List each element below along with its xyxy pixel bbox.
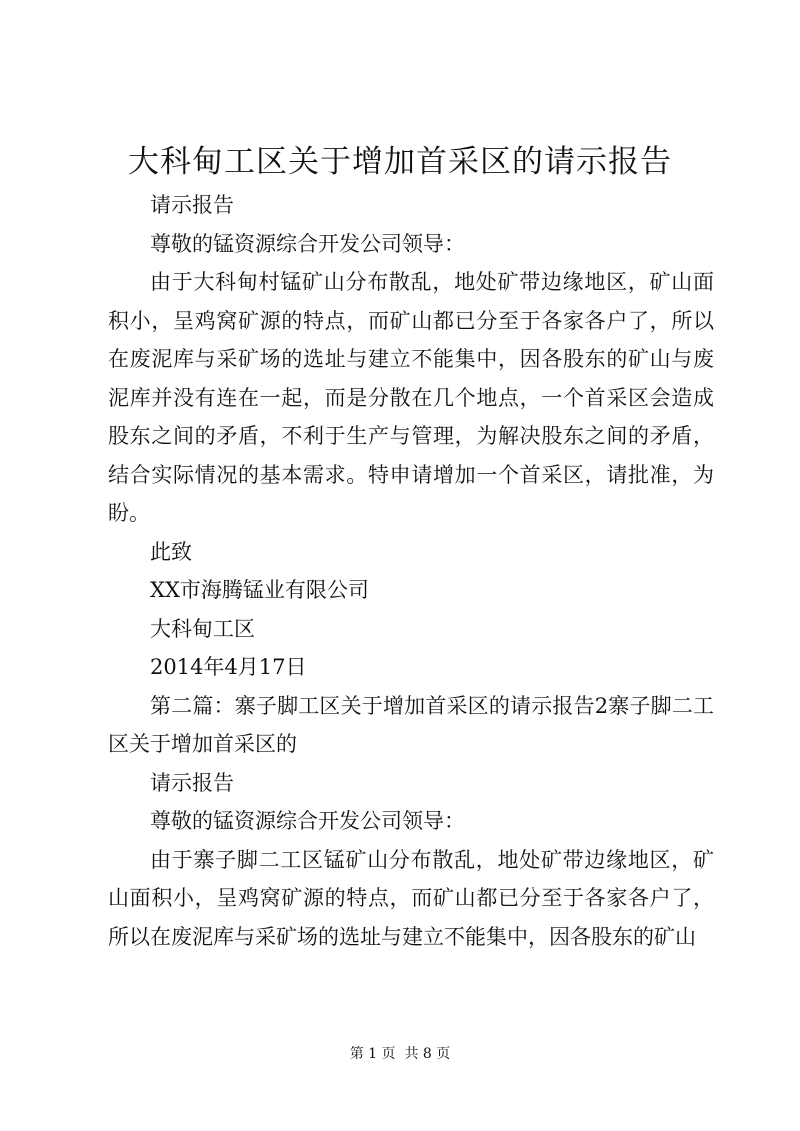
paragraph-salutation: 尊敬的锰资源综合开发公司领导：: [150, 231, 465, 256]
paragraph-main-body-2: 由于寨子脚二工区锰矿山分布散乱，地处矿带边缘地区，矿山面积小，呈鸡窝矿源的特点，而矿山都已分至于各家各户了，所以在废泥库与采矿场的选址与建立不能集中，因各股东的矿山: [108, 847, 714, 949]
paragraph-closing: 此致: [150, 539, 192, 564]
page-footer: [0, 1044, 800, 1064]
paragraph-date: 2014年4月17日: [150, 655, 307, 679]
paragraph-main-body: 由于大科甸村锰矿山分布散乱，地处矿带边缘地区，矿山面积小，呈鸡窝矿源的特点，而矿山都已分至于各家各户了，所以在废泥库与采矿场的选址与建立不能集中，因各股东的矿山与废泥库并没有连在一起，而是分散在几个地点，一个首采区会造成股东之间的矛盾，不利于生产与管理，为解决股东之间的矛盾，结合实际情况的基本需求。特申请增加一个首采区，请批准，为盼。: [108, 270, 714, 525]
document-body: [108, 186, 714, 956]
paragraph-sender: 大科甸工区: [150, 616, 255, 641]
paragraph-recipient-company: XX市海腾锰业有限公司: [150, 578, 369, 602]
page-number-label: 第 1 页 共 8 页: [349, 1046, 451, 1062]
paragraph-salutation-2: 尊敬的锰资源综合开发公司领导：: [150, 809, 465, 833]
paragraph-section-two-heading: 第二篇：寨子脚工区关于增加首采区的请示报告2寨子脚二工区关于增加首采区的: [108, 693, 714, 756]
paragraph-greeting-label-2: 请示报告: [150, 770, 234, 795]
document-title: 大科甸工区关于增加首采区的请示报告: [128, 144, 672, 180]
paragraph-greeting-label: 请示报告: [150, 193, 234, 217]
